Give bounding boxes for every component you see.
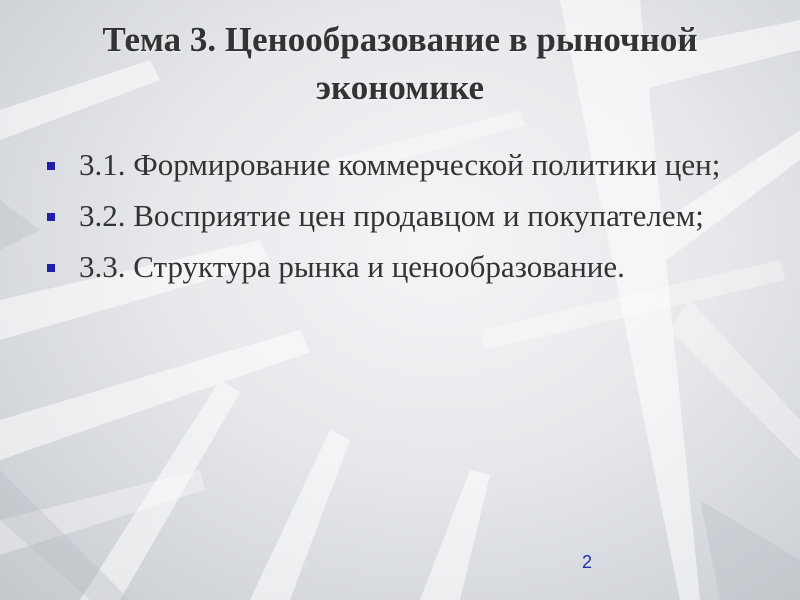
- square-bullet-icon: [47, 162, 55, 170]
- square-bullet-icon: [47, 213, 55, 221]
- square-bullet-icon: [47, 264, 55, 272]
- list-item: [44, 194, 764, 237]
- list-item-text: 3.3. Структура рынка и ценообразование.: [79, 249, 625, 284]
- slide-title: Тема 3. Ценообразование в рыночной экономике: [102, 20, 698, 107]
- list-item: [44, 143, 764, 186]
- bullet-list: [44, 143, 764, 296]
- page-number: 2: [581, 552, 592, 572]
- list-item-text: 3.2. Восприятие цен продавцом и покупателем;: [79, 198, 704, 233]
- list-item: [44, 245, 764, 288]
- list-item-text: 3.1. Формирование коммерческой политики цен;: [79, 147, 721, 182]
